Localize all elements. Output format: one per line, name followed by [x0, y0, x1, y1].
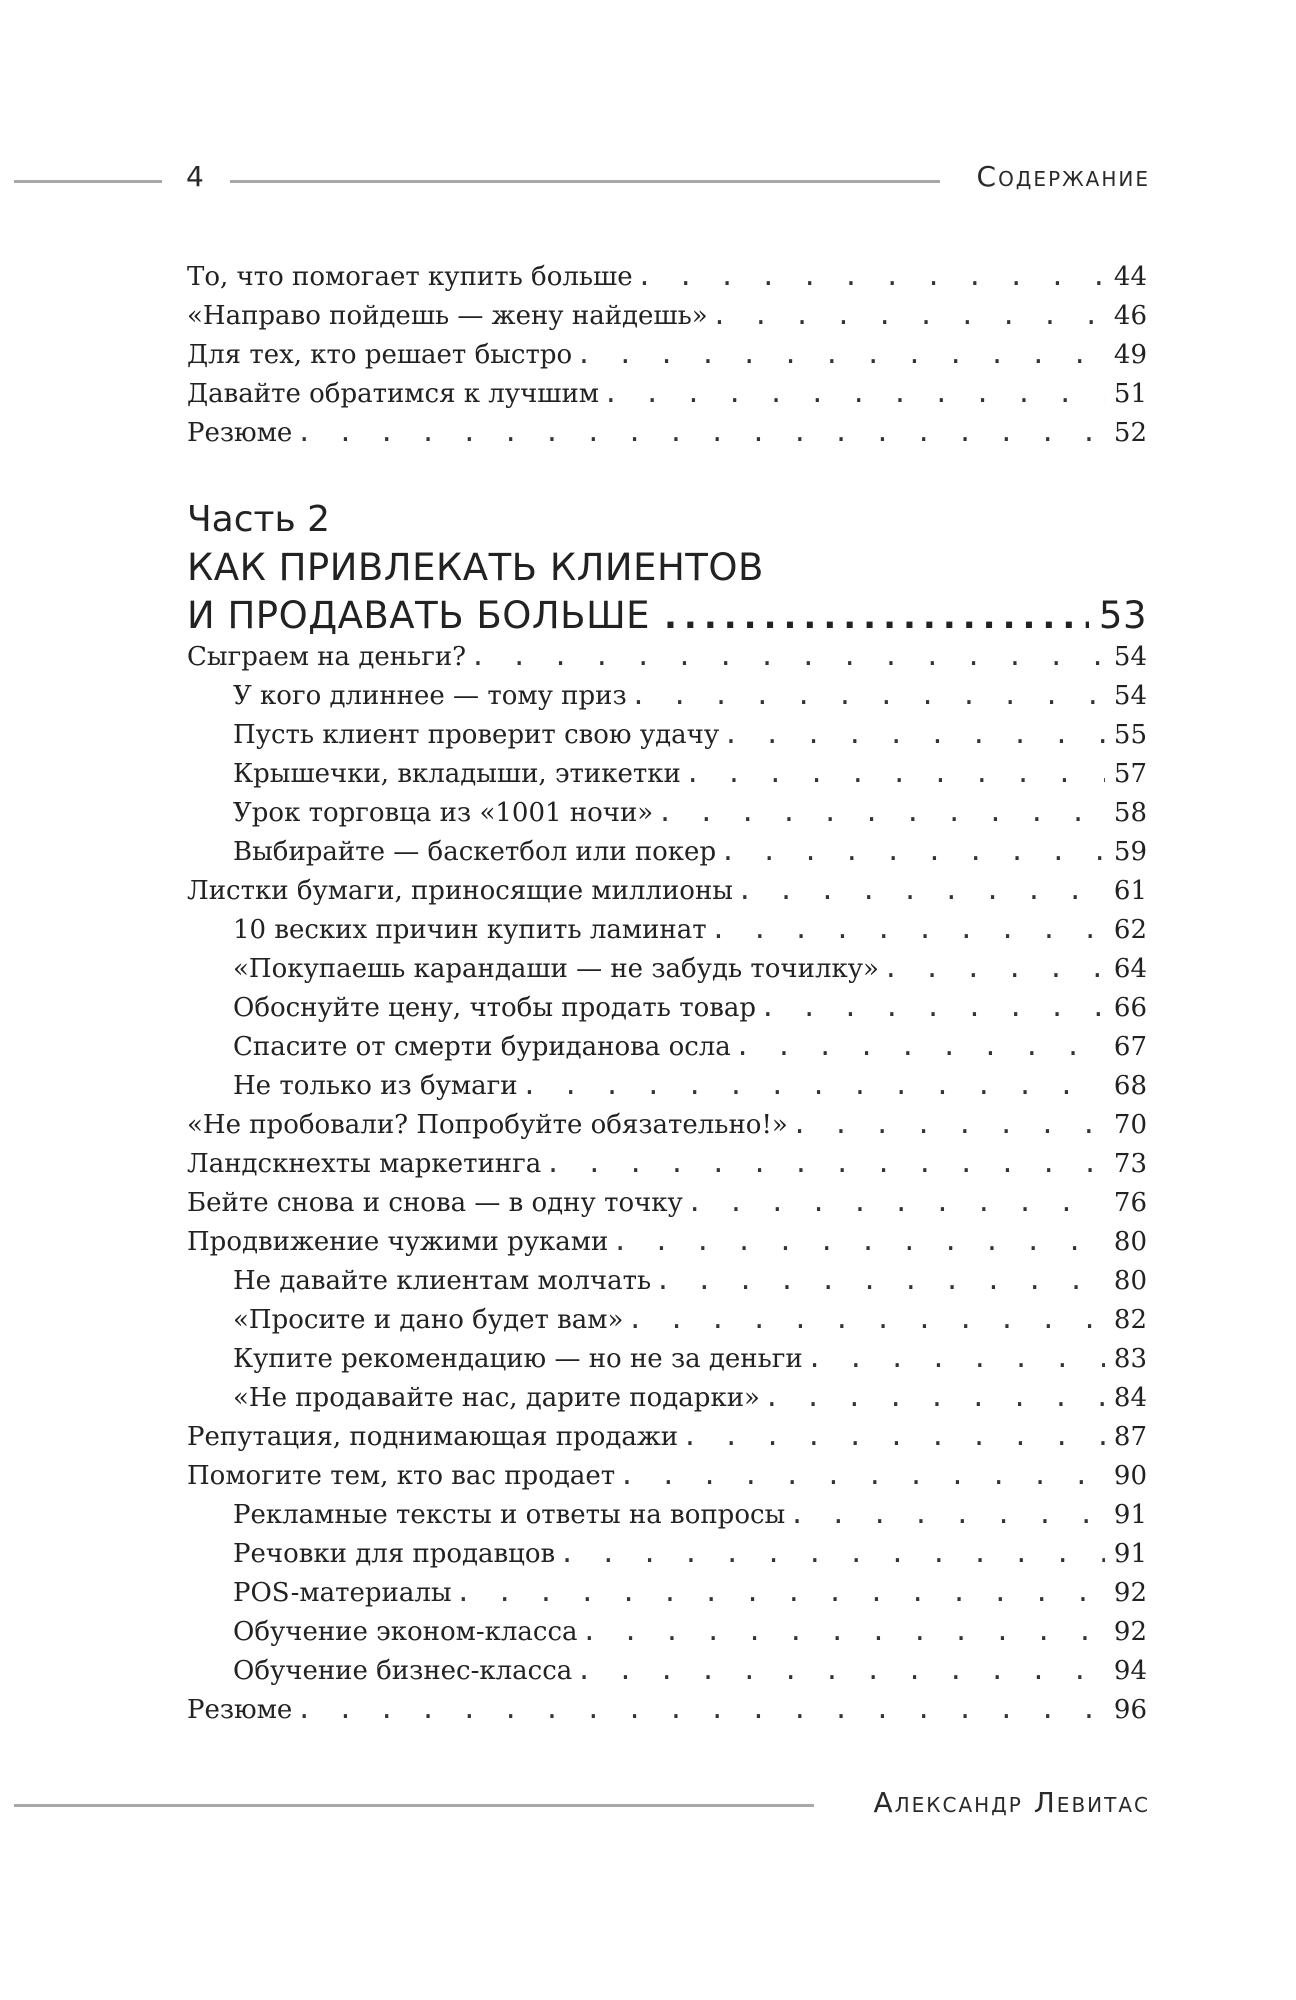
leader-dots	[522, 1071, 1105, 1101]
toc-entry	[187, 379, 1147, 418]
leader-dots	[582, 1617, 1106, 1647]
leader-dots	[470, 642, 1105, 672]
toc-entry	[187, 1188, 1147, 1227]
toc-subentry	[187, 1500, 1147, 1539]
footer-rule	[14, 1804, 814, 1807]
page-number: 4	[186, 160, 204, 193]
toc-entry-page: 91	[1113, 1539, 1147, 1569]
part-label: Часть 2	[187, 499, 331, 540]
toc-entry-page: 92	[1113, 1617, 1147, 1647]
toc-entry-page: 44	[1113, 262, 1147, 292]
toc-entry-page: 55	[1113, 720, 1147, 750]
toc-entry-title: Спасите от смерти буриданова осла	[233, 1032, 731, 1062]
toc-entry-title: «Направо пойдешь — жену найдешь»	[187, 301, 708, 331]
toc-entry-title: «Покупаешь карандаши — не забудь точилку»	[233, 954, 879, 984]
part-heading	[187, 496, 1147, 641]
toc-subentry	[187, 1071, 1147, 1110]
toc-entry-title: Продвижение чужими руками	[187, 1227, 609, 1257]
footer-author: Александр Левитас	[873, 1786, 1150, 1819]
leader-dots	[296, 418, 1105, 448]
toc-entry-title: Рекламные тексты и ответы на вопросы	[233, 1500, 786, 1530]
toc-subentry	[187, 1344, 1147, 1383]
leader-dots	[627, 1305, 1105, 1335]
toc-entry-title: Листки бумаги, приносящие миллионы	[187, 876, 733, 906]
leader-dots	[612, 1227, 1105, 1257]
toc-subentry	[187, 798, 1147, 837]
leader-dots	[603, 379, 1105, 409]
header-rule-left	[14, 180, 162, 183]
toc-entry-title: «Просите и дано будет вам»	[233, 1305, 624, 1335]
toc-subentry	[187, 1539, 1147, 1578]
toc-entry-page: 68	[1113, 1071, 1147, 1101]
toc-entry-page: 57	[1113, 759, 1147, 789]
toc-subentry	[187, 1266, 1147, 1305]
toc-entry-page: 59	[1113, 837, 1147, 867]
leader-dots	[296, 1695, 1105, 1725]
leader-dots	[456, 1578, 1105, 1608]
toc-entry-page: 62	[1113, 915, 1147, 945]
part-leader-dots	[664, 593, 1089, 641]
leader-dots	[735, 1032, 1105, 1062]
toc-subentry	[187, 1617, 1147, 1656]
toc-entry-page: 54	[1113, 642, 1147, 672]
toc-entry	[187, 876, 1147, 915]
toc-entry-page: 49	[1113, 340, 1147, 370]
toc-entry-page: 66	[1113, 993, 1147, 1023]
header-rule-middle	[230, 180, 940, 183]
toc-entry-page: 84	[1113, 1383, 1147, 1413]
toc-entry-page: 92	[1113, 1578, 1147, 1608]
toc-entry-title: Обучение бизнес-класса	[233, 1656, 573, 1686]
toc-entry-title: Обоснуйте цену, чтобы продать товар	[233, 993, 757, 1023]
toc-entry-title: Не только из бумаги	[233, 1071, 518, 1101]
toc-subentry	[187, 993, 1147, 1032]
toc-entry-page: 80	[1113, 1266, 1147, 1296]
leader-dots	[576, 1656, 1105, 1686]
toc-entry-page: 54	[1113, 681, 1147, 711]
toc-entry	[187, 642, 1147, 681]
toc-entry-title: Сыграем на деньги?	[187, 642, 467, 672]
part-title-line-1: КАК ПРИВЛЕКАТЬ КЛИЕНТОВ	[187, 546, 764, 589]
leader-dots	[720, 837, 1105, 867]
toc-entry	[187, 1110, 1147, 1149]
leader-dots	[764, 1383, 1105, 1413]
toc-entry-title: Выбирайте — баскетбол или покер	[233, 837, 717, 867]
toc-entry-page: 76	[1113, 1188, 1147, 1218]
toc-entry-page: 64	[1113, 954, 1147, 984]
toc-entry-page: 46	[1113, 301, 1147, 331]
toc-entry-page: 52	[1113, 418, 1147, 448]
toc-subentry	[187, 759, 1147, 798]
toc-subentry	[187, 720, 1147, 759]
toc-top-list	[187, 262, 1147, 457]
leader-dots	[723, 720, 1105, 750]
toc-entry-title: Речовки для продавцов	[233, 1539, 556, 1569]
toc-entry-title: Бейте снова и снова — в одну точку	[187, 1188, 683, 1218]
toc-entry	[187, 1422, 1147, 1461]
leader-dots	[792, 1110, 1105, 1140]
toc-entry-page: 73	[1113, 1149, 1147, 1179]
leader-dots	[637, 262, 1105, 292]
leader-dots	[712, 301, 1105, 331]
leader-dots	[883, 954, 1105, 984]
leader-dots	[619, 1461, 1105, 1491]
toc-entry	[187, 262, 1147, 301]
toc-entry-page: 58	[1113, 798, 1147, 828]
toc-entry	[187, 1695, 1147, 1734]
toc-subentry	[187, 681, 1147, 720]
leader-dots	[545, 1149, 1105, 1179]
toc-entry-title: Урок торговца из «1001 ночи»	[233, 798, 654, 828]
toc-entry-page: 91	[1113, 1500, 1147, 1530]
toc-entry	[187, 340, 1147, 379]
toc-subentry	[187, 837, 1147, 876]
part-page-number: 53	[1098, 594, 1147, 637]
toc-entry-title: Купите рекомендацию — но не за деньги	[233, 1344, 803, 1374]
leader-dots	[711, 915, 1105, 945]
toc-entry-title: POS-материалы	[233, 1578, 452, 1608]
leader-dots	[789, 1500, 1105, 1530]
toc-subentry	[187, 1383, 1147, 1422]
toc-subentry	[187, 1656, 1147, 1695]
toc-entry-title: Резюме	[187, 1695, 293, 1725]
toc-entry	[187, 418, 1147, 457]
toc-entry	[187, 1461, 1147, 1500]
leader-dots	[559, 1539, 1105, 1569]
toc-part2-list	[187, 642, 1147, 1734]
toc-subentry	[187, 915, 1147, 954]
toc-subentry	[187, 1032, 1147, 1071]
toc-entry-page: 96	[1113, 1695, 1147, 1725]
toc-entry-page: 51	[1113, 379, 1147, 409]
toc-entry-page: 83	[1113, 1344, 1147, 1374]
toc-entry-title: 10 веских причин купить ламинат	[233, 915, 707, 945]
toc-entry-title: Давайте обратимся к лучшим	[187, 379, 600, 409]
toc-entry-title: Резюме	[187, 418, 293, 448]
leader-dots	[687, 1188, 1105, 1218]
toc-entry-title: Репутация, поднимающая продажи	[187, 1422, 679, 1452]
leader-dots	[631, 681, 1105, 711]
toc-entry-title: Не давайте клиентам молчать	[233, 1266, 652, 1296]
toc-entry-page: 82	[1113, 1305, 1147, 1335]
running-title: Содержание	[976, 160, 1150, 193]
leader-dots	[657, 798, 1105, 828]
toc-entry	[187, 301, 1147, 340]
toc-subentry	[187, 1305, 1147, 1344]
toc-entry-title: У кого длиннее — тому приз	[233, 681, 627, 711]
leader-dots	[685, 759, 1105, 789]
toc-entry-title: Крышечки, вкладыши, этикетки	[233, 759, 681, 789]
toc-entry-title: Ландскнехты маркетинга	[187, 1149, 542, 1179]
toc-entry-page: 94	[1113, 1656, 1147, 1686]
toc-entry-page: 80	[1113, 1227, 1147, 1257]
toc-entry	[187, 1149, 1147, 1188]
toc-entry-page: 90	[1113, 1461, 1147, 1491]
toc-entry-title: «Не пробовали? Попробуйте обязательно!»	[187, 1110, 788, 1140]
toc-entry-page: 87	[1113, 1422, 1147, 1452]
leader-dots	[760, 993, 1105, 1023]
toc-entry	[187, 1227, 1147, 1266]
toc-subentry	[187, 954, 1147, 993]
leader-dots	[576, 340, 1105, 370]
leader-dots	[655, 1266, 1105, 1296]
toc-entry-page: 61	[1113, 876, 1147, 906]
part-title-line-2-row	[187, 592, 1147, 641]
leader-dots	[682, 1422, 1105, 1452]
part-title-line-2: И ПРОДАВАТЬ БОЛЬШЕ	[187, 594, 651, 637]
toc-entry-title: Обучение эконом-класса	[233, 1617, 578, 1647]
toc-entry-title: Пусть клиент проверит свою удачу	[233, 720, 720, 750]
toc-entry-title: То, что помогает купить больше	[187, 262, 633, 292]
leader-dots	[737, 876, 1105, 906]
leader-dots	[807, 1344, 1105, 1374]
toc-entry-page: 70	[1113, 1110, 1147, 1140]
toc-entry-title: «Не продавайте нас, дарите подарки»	[233, 1383, 760, 1413]
toc-entry-title: Для тех, кто решает быстро	[187, 340, 573, 370]
toc-subentry	[187, 1578, 1147, 1617]
toc-entry-page: 67	[1113, 1032, 1147, 1062]
toc-entry-title: Помогите тем, кто вас продает	[187, 1461, 616, 1491]
